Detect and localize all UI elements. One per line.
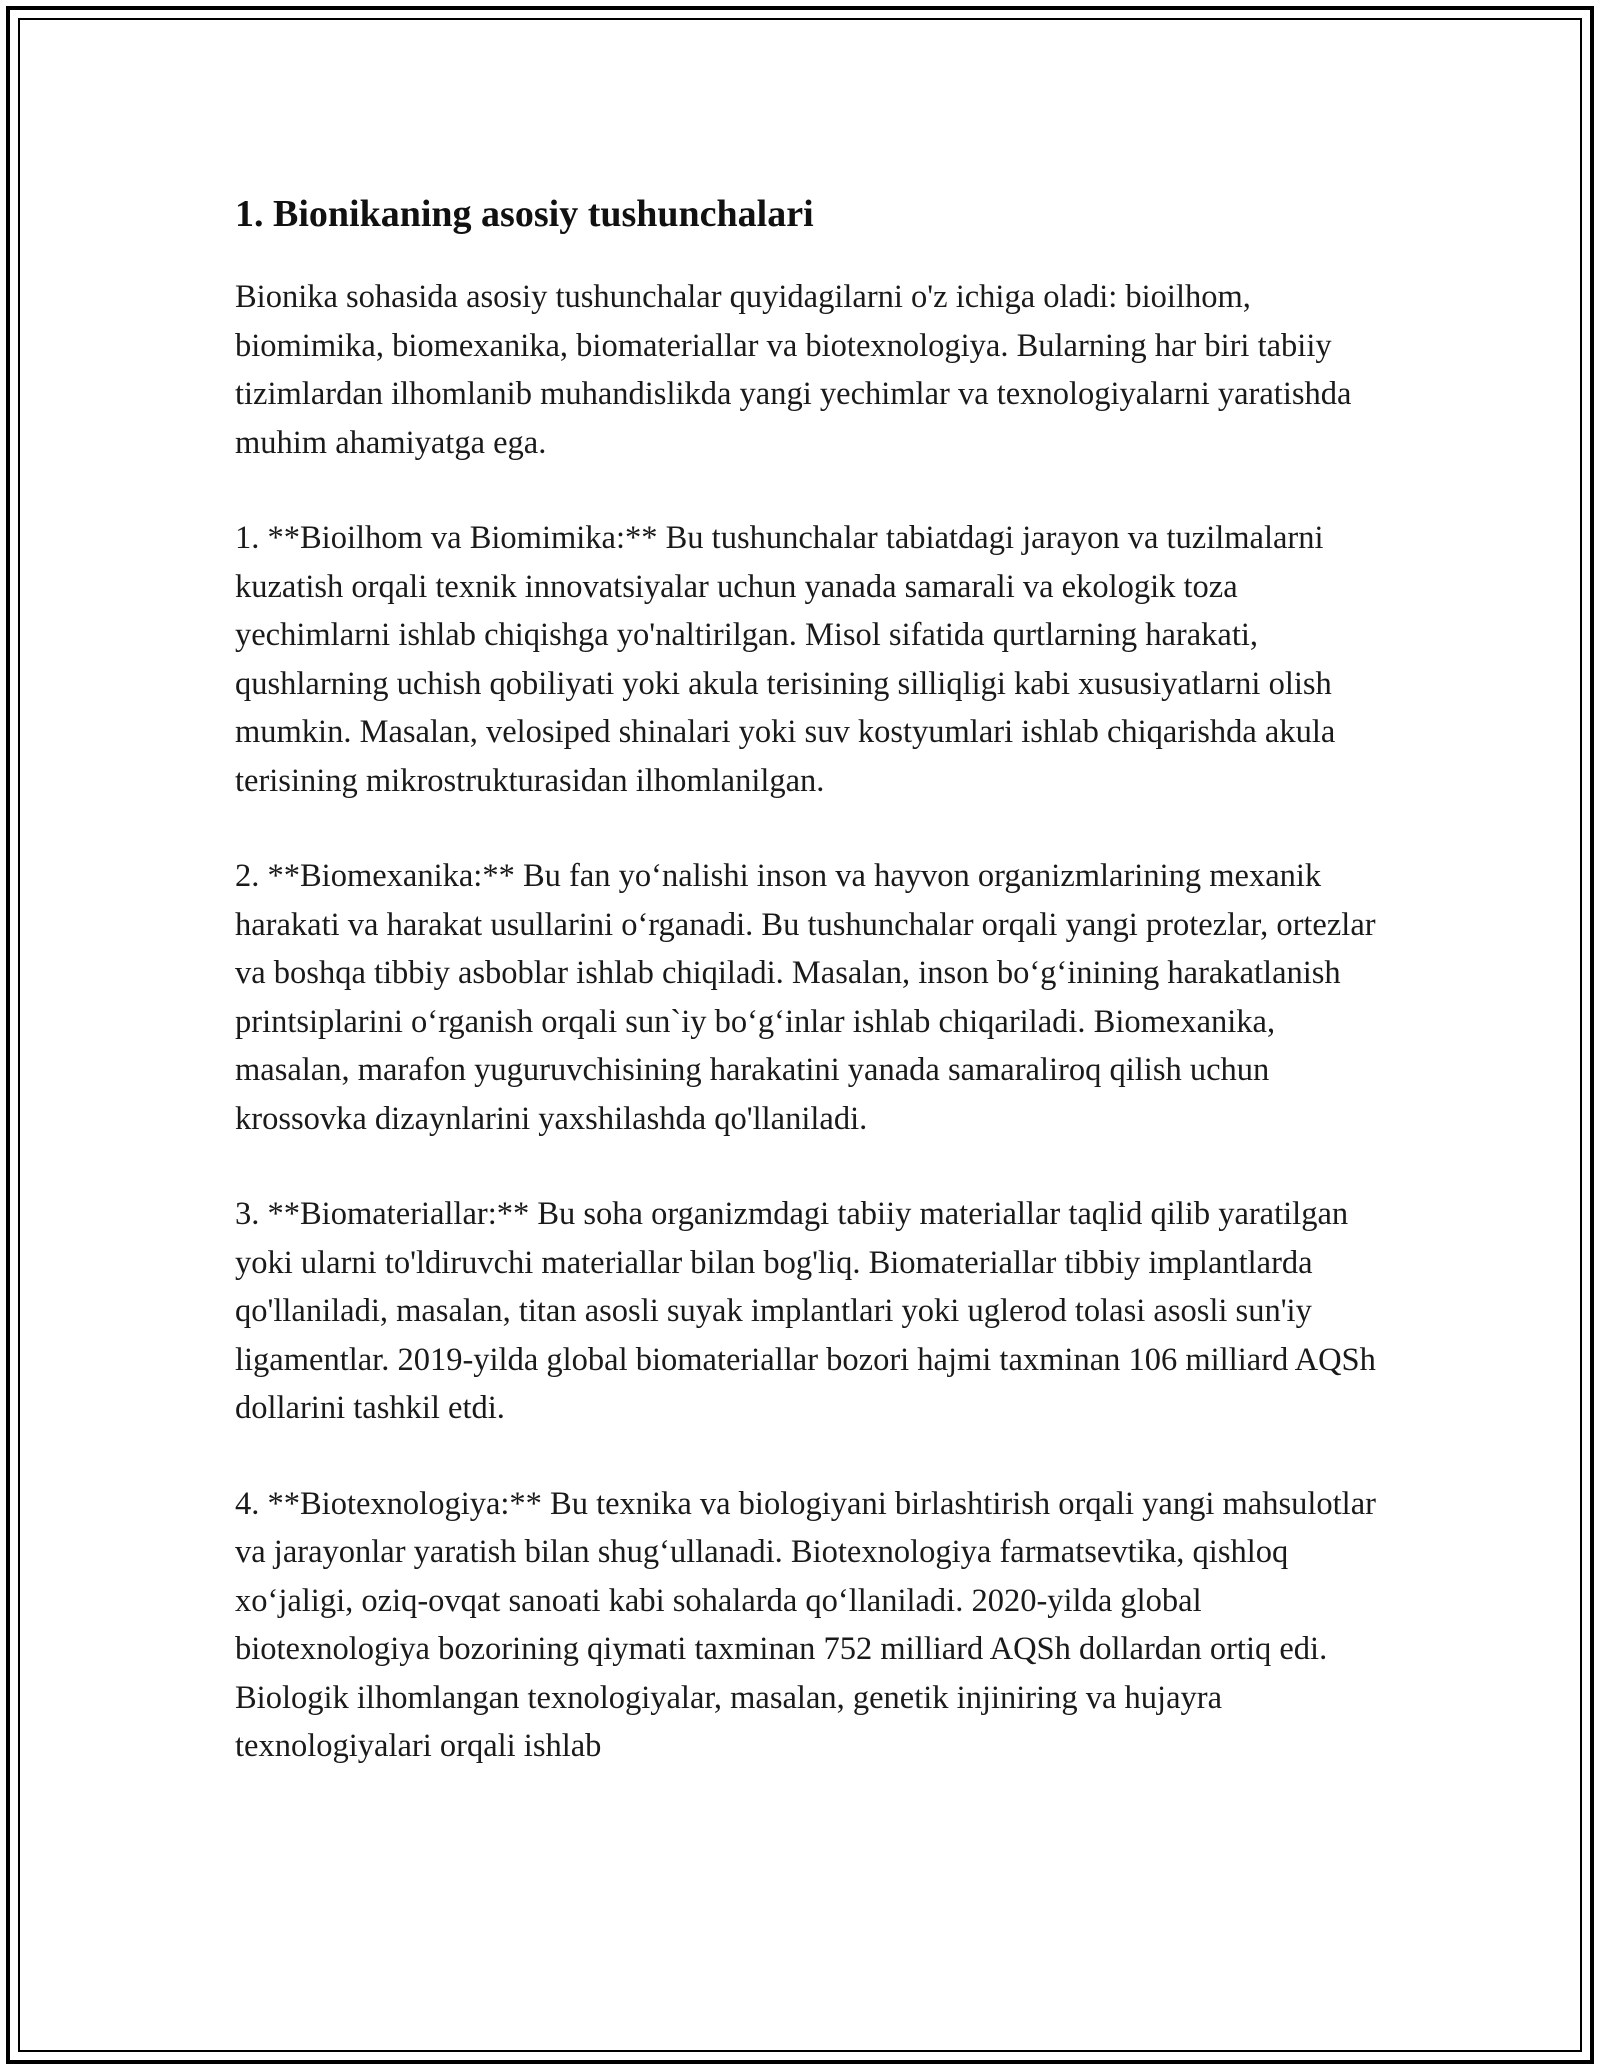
document-body (235, 185, 1395, 1818)
intro-paragraph: Bionika sohasida asosiy tushunchalar quyidagilarni o'z ichiga oladi: bioilhom, biomimika, biomexanika, biomateriallar va biotexnologiya. Bularning har biri tabiiy tizimlardan ilhomlanib muhandislikda yangi yechimlar va texnologiyalarni yaratishda muhim ahamiyatga ega. (235, 279, 1352, 461)
section-heading: 1. Bionikaning asosiy tushunchalari (235, 193, 814, 235)
biomexanika-paragraph: 2. **Biomexanika:** Bu fan yo‘nalishi inson va hayvon organizmlarining mexanik harakati va harakat usullarini o‘rganadi. Bu tushunchalar orqali yangi protezlar, ortezlar va boshqa tibbiy asboblar ishlab chiqiladi. Masalan, inson bo‘g‘inining harakatlanish printsiplarini o‘rganish orqali sun`iy bo‘g‘inlar ishlab chiqariladi. Biomexanika, masalan, marafon yuguruvchisining harakatini yanada samaraliroq qilish uchun krossovka dizaynlarini yaxshilashda qo'llaniladi. (235, 858, 1376, 1137)
biotexnologiya-paragraph: 4. **Biotexnologiya:** Bu texnika va biologiyani birlashtirish orqali yangi mahsulotlar va jarayonlar yaratish bilan shug‘ullanadi. Biotexnologiya farmatsevtika, qishloq xo‘jaligi, oziq-ovqat sanoati kabi sohalarda qo‘llaniladi. 2020-yilda global biotexnologiya bozorining qiymati taxminan 752 milliard AQSh dollardan ortiq edi. Biologik ilhomlangan texnologiyalar, masalan, genetik injiniring va hujayra texnologiyalari orqali ishlab (235, 1485, 1376, 1764)
biomateriallar-paragraph: 3. **Biomateriallar:** Bu soha organizmdagi tabiiy materiallar taqlid qilib yaratilgan yoki ularni to'ldiruvchi materiallar bilan bog'liq. Biomateriallar tibbiy implantlarda qo'llaniladi, masalan, titan asosli suyak implantlari yoki uglerod tolasi asosli sun'iy ligamentlar. 2019-yilda global biomateriallar bozori hajmi taxminan 106 milliard AQSh dollarini tashkil etdi. (235, 1196, 1376, 1426)
bioilhom-biomimika-paragraph: 1. **Bioilhom va Biomimika:** Bu tushunchalar tabiatdagi jarayon va tuzilmalarni kuzatish orqali texnik innovatsiyalar uchun yanada samarali va ekologik toza yechimlarni ishlab chiqishga yo'naltirilgan. Misol sifatida qurtlarning harakati, qushlarning uchish qobiliyati yoki akula terisining silliqligi kabi xususiyatlarni olish mumkin. Masalan, velosiped shinalari yoki suv kostyumlari ishlab chiqarishda akula terisining mikrostrukturasidan ilhomlanilgan. (235, 520, 1336, 799)
